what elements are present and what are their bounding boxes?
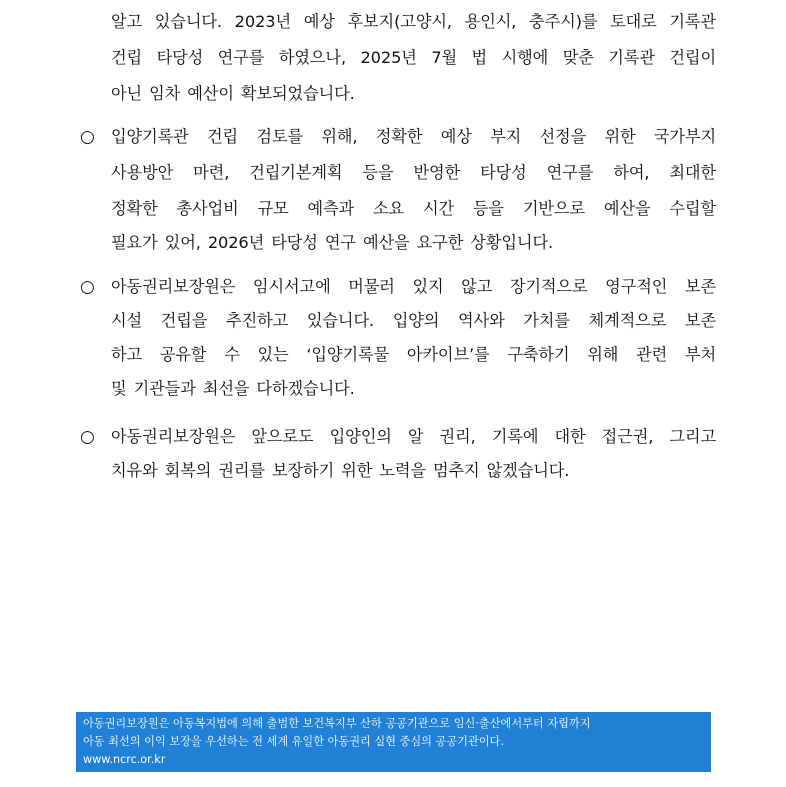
footer-website-link[interactable]: www.ncrc.or.kr <box>83 753 166 766</box>
paragraph-line: 입양기록관 건립 검토를 위해, 정확한 예상 부지 선정을 위한 국가부지 <box>111 127 716 146</box>
paragraph-line: 하고 공유할 수 있는 ‘입양기록물 아카이브’를 구축하기 위해 관련 부처 <box>111 345 716 364</box>
circle-bullet-icon: ○ <box>80 127 95 147</box>
paragraph-line: 시설 건립을 추진하고 있습니다. 입양의 역사와 가치를 체계적으로 보존 <box>111 311 716 330</box>
intro-line: 건립 타당성 연구를 하였으나, 2025년 7월 법 시행에 맞춘 기록관 건립이 <box>111 48 716 67</box>
footer-description-line-1: 아동권리보장원은 아동복지법에 의해 출범한 보건복지부 산하 공공기관으로 임신·출산에서부터 자립까지 <box>83 717 591 730</box>
paragraph-line: 및 기관들과 최선을 다하겠습니다. <box>111 379 355 398</box>
paragraph-line: 치유와 회복의 권리를 보장하기 위한 노력을 멈추지 않겠습니다. <box>111 461 570 480</box>
circle-bullet-icon: ○ <box>80 427 95 447</box>
paragraph-line: 정확한 총사업비 규모 예측과 소요 시간 등을 기반으로 예산을 수립할 <box>111 199 716 218</box>
footer-banner <box>76 712 711 772</box>
intro-line: 알고 있습니다. 2023년 예상 후보지(고양시, 용인시, 충주시)를 토대로 기록관 <box>111 12 716 31</box>
intro-line: 아닌 임차 예산이 확보되었습니다. <box>111 84 355 103</box>
paragraph-line: 필요가 있어, 2026년 타당성 연구 예산을 요구한 상황입니다. <box>111 233 554 252</box>
paragraph-line: 아동권리보장원은 임시서고에 머물러 있지 않고 장기적으로 영구적인 보존 <box>111 277 716 296</box>
paragraph-line: 아동권리보장원은 앞으로도 입양인의 알 권리, 기록에 대한 접근권, 그리고 <box>111 427 716 446</box>
footer-description-line-2: 아동 최선의 이익 보장을 우선하는 전 세계 유일한 아동권리 실현 중심의 공공기관이다. <box>83 735 504 748</box>
paragraph-line: 사용방안 마련, 건립기본계획 등을 반영한 타당성 연구를 하여, 최대한 <box>111 163 716 182</box>
circle-bullet-icon: ○ <box>80 277 95 297</box>
